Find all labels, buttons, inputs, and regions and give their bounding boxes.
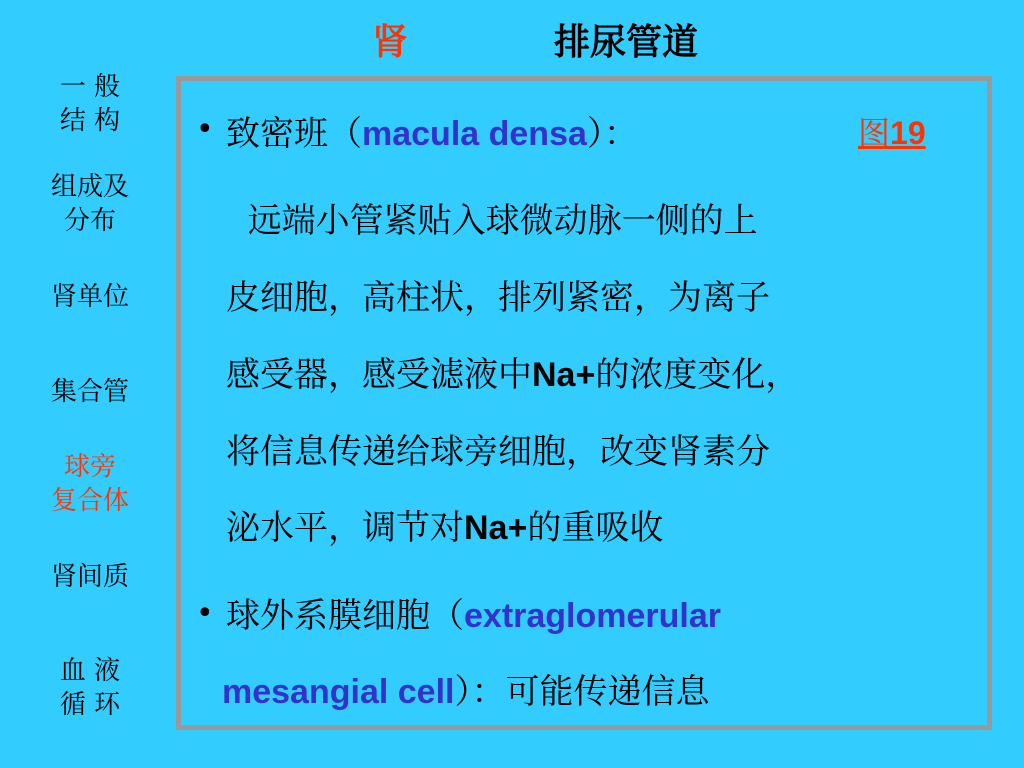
slide-title: 排尿管道 [554, 22, 699, 63]
sodium-ion-text: Na+ [532, 356, 596, 394]
term-continuation [222, 664, 709, 713]
slide-title-highlight: 肾 [372, 22, 409, 63]
term-end: ）：可能传递信息 [454, 672, 710, 712]
nav-item-label: 结 构 [59, 106, 121, 136]
body-line-2: 皮细胞，高柱状，排列紧密，为离子 [226, 278, 770, 318]
nav-item-label: 分布 [63, 206, 116, 236]
side-nav [0, 0, 180, 768]
nav-item-label: 复合体 [50, 486, 129, 516]
body-line-3 [226, 347, 799, 396]
nav-item-label: 集合管 [50, 377, 129, 407]
nav-item-general-structure[interactable] [30, 70, 150, 138]
nav-item-label: 一 般 [59, 72, 121, 102]
term-english: extraglomerular [464, 597, 721, 635]
nav-item-composition[interactable] [30, 170, 150, 238]
body-text: 泌水平，调节对 [226, 508, 464, 548]
bullet: • [196, 112, 214, 147]
nav-item-nephron[interactable] [30, 280, 150, 314]
bullet: • [196, 596, 214, 631]
term-text: 致密班（ [226, 114, 362, 154]
body-line-4: 将信息传递给球旁细胞，改变肾素分 [226, 432, 770, 472]
nav-item-label: 球旁 [63, 452, 116, 482]
nav-item-label: 组成及 [50, 172, 129, 202]
sodium-ion-text: Na+ [464, 509, 528, 547]
term-extraglomerular-mesangial [226, 588, 721, 637]
body-line-5 [226, 500, 663, 549]
nav-item-label: 循 环 [59, 690, 121, 720]
term-text: 球外系膜细胞（ [226, 596, 464, 636]
nav-item-blood-circulation[interactable] [30, 654, 150, 722]
figure-19-link[interactable] [858, 108, 926, 154]
nav-item-label: 肾间质 [50, 562, 129, 592]
term-macula-densa [226, 106, 638, 155]
body-text: 感受器，感受滤液中 [226, 355, 532, 395]
nav-item-renal-interstitium[interactable] [30, 560, 150, 594]
nav-item-collecting-duct[interactable] [30, 375, 150, 409]
nav-item-juxtaglomerular-complex[interactable] [30, 450, 150, 518]
body-text: 的重吸收 [527, 508, 664, 548]
term-end: ）： [586, 114, 638, 154]
body-line-1: 远端小管紧贴入球微动脉一侧的上 [226, 201, 758, 241]
term-english: macula densa [362, 115, 587, 153]
figure-link-number: 19 [890, 115, 926, 151]
nav-item-label: 肾单位 [50, 282, 129, 312]
body-text: 的浓度变化， [595, 355, 800, 395]
term-english: mesangial cell [222, 673, 455, 711]
figure-link-prefix: 图 [858, 114, 891, 152]
nav-item-label: 血 液 [59, 656, 121, 686]
